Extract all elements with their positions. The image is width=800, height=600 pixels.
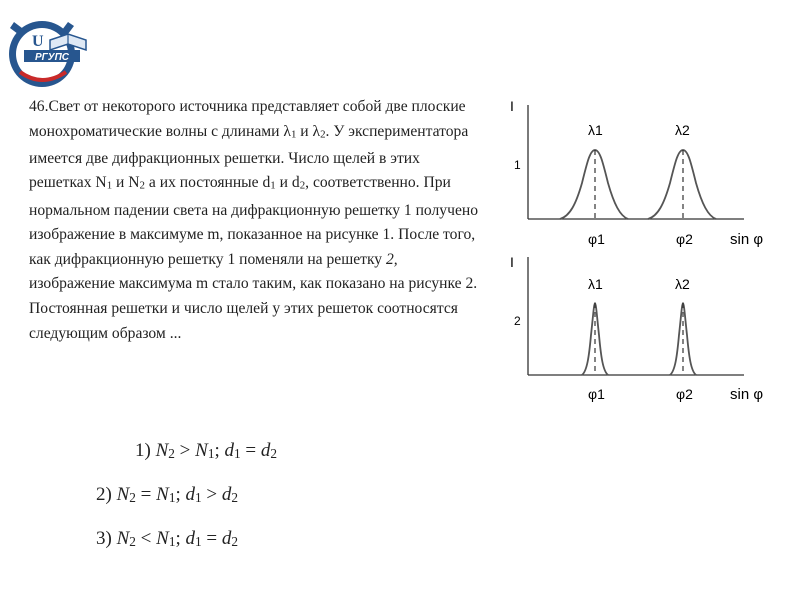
operator: = <box>206 528 218 549</box>
subscript: 2 <box>129 489 136 505</box>
subscript: 2 <box>320 128 326 141</box>
logo-letter: U <box>32 33 44 50</box>
peak-label: λ1 <box>588 276 603 292</box>
subscript: 2 <box>168 445 175 461</box>
subscript: 1 <box>270 180 276 193</box>
answer-number: 2) <box>96 484 112 505</box>
subscript: 1 <box>168 533 176 549</box>
answer-number: 3) <box>96 528 112 549</box>
problem-text-part: и N <box>112 174 140 192</box>
var: d <box>224 440 235 461</box>
tick-label: φ2 <box>676 386 693 402</box>
answer-option-3[interactable]: 3) $N_2 < N_1$; $d_1 = d_2$ <box>96 528 239 549</box>
rgups-logo <box>0 10 96 90</box>
var: N <box>116 528 130 549</box>
y-axis-label: I <box>510 254 514 270</box>
panel-2 <box>510 254 763 403</box>
peak-label: λ2 <box>675 122 690 138</box>
panel-number: 2 <box>514 314 521 328</box>
var: d <box>185 528 196 549</box>
subscript: 2 <box>299 180 306 193</box>
subscript: 1 <box>207 445 215 461</box>
problem-text-part: изображение максимума m стало таким, как показано на рисунке 2. Постоянная решетки и число щелей у этих решеток соотносятся следующим образом ... <box>29 275 478 342</box>
tick-label: φ2 <box>676 231 693 247</box>
problem-number: 46. <box>29 98 49 115</box>
x-axis-label: sin φ <box>730 231 764 248</box>
var: N <box>156 484 169 505</box>
logo-text: РГУПС <box>35 52 69 63</box>
var: N <box>195 440 208 461</box>
subscript: 2 <box>231 489 239 505</box>
operator: > <box>179 440 191 461</box>
panel-number: 1 <box>514 158 521 172</box>
panel-1 <box>510 98 763 248</box>
subscript: 1 <box>195 489 202 505</box>
x-axis-label: sin φ <box>730 386 764 403</box>
subscript: 2 <box>231 533 239 549</box>
var: d <box>221 528 232 549</box>
var: N <box>156 528 169 549</box>
answer-option-2[interactable]: 2) $N_2 = N_1$; $d_1 > d_2$ <box>96 484 239 505</box>
subscript: 2 <box>129 533 136 549</box>
problem-text-part: , соответственно. При нормальном падении света на дифракционную решетку 1 получено изображение в максимуме m, показанное на рисунке 1. После того, как дифракционную решетку 1 поменяли на решетку <box>29 174 479 268</box>
tick-label: φ1 <box>588 231 605 247</box>
diffraction-figure <box>500 95 790 415</box>
problem-text-part: Свет от некоторого источника представляет собой две плоские монохроматические волны с длинами λ <box>29 98 466 140</box>
subscript: 1 <box>234 445 241 461</box>
peak-label: λ1 <box>588 122 603 138</box>
operator: > <box>206 484 218 505</box>
subscript: 1 <box>195 533 202 549</box>
subscript: 2 <box>270 445 278 461</box>
var: d <box>185 484 196 505</box>
tick-label: φ1 <box>588 386 605 402</box>
answer-number: 1) <box>135 440 151 461</box>
problem-text <box>29 95 481 346</box>
var: N <box>155 440 169 461</box>
peak-label: λ2 <box>675 276 690 292</box>
problem-text-italic: 2, <box>386 250 398 268</box>
subscript: 1 <box>106 180 113 193</box>
operator: < <box>140 528 152 549</box>
var: d <box>260 440 271 461</box>
problem-text-part: . У экспериментатора имеется две дифракционных решетки. Число щелей в этих решетках N <box>29 122 469 192</box>
subscript: 1 <box>168 489 176 505</box>
subscript: 1 <box>290 128 297 141</box>
problem-text-part: а их постоянные d <box>145 174 271 192</box>
spectrum-curve <box>582 303 696 375</box>
operator: = <box>140 484 152 505</box>
problem-text-part: и d <box>275 174 300 192</box>
y-axis-label: I <box>510 98 514 114</box>
subscript: 2 <box>139 180 145 193</box>
spectrum-curve <box>560 150 716 219</box>
var: N <box>116 484 130 505</box>
var: d <box>221 484 232 505</box>
answer-option-1[interactable]: 1) $N_2 > N_1$; $d_1 = d_2$ <box>135 440 278 461</box>
problem-text-part: и λ <box>296 122 321 140</box>
operator: = <box>245 440 257 461</box>
